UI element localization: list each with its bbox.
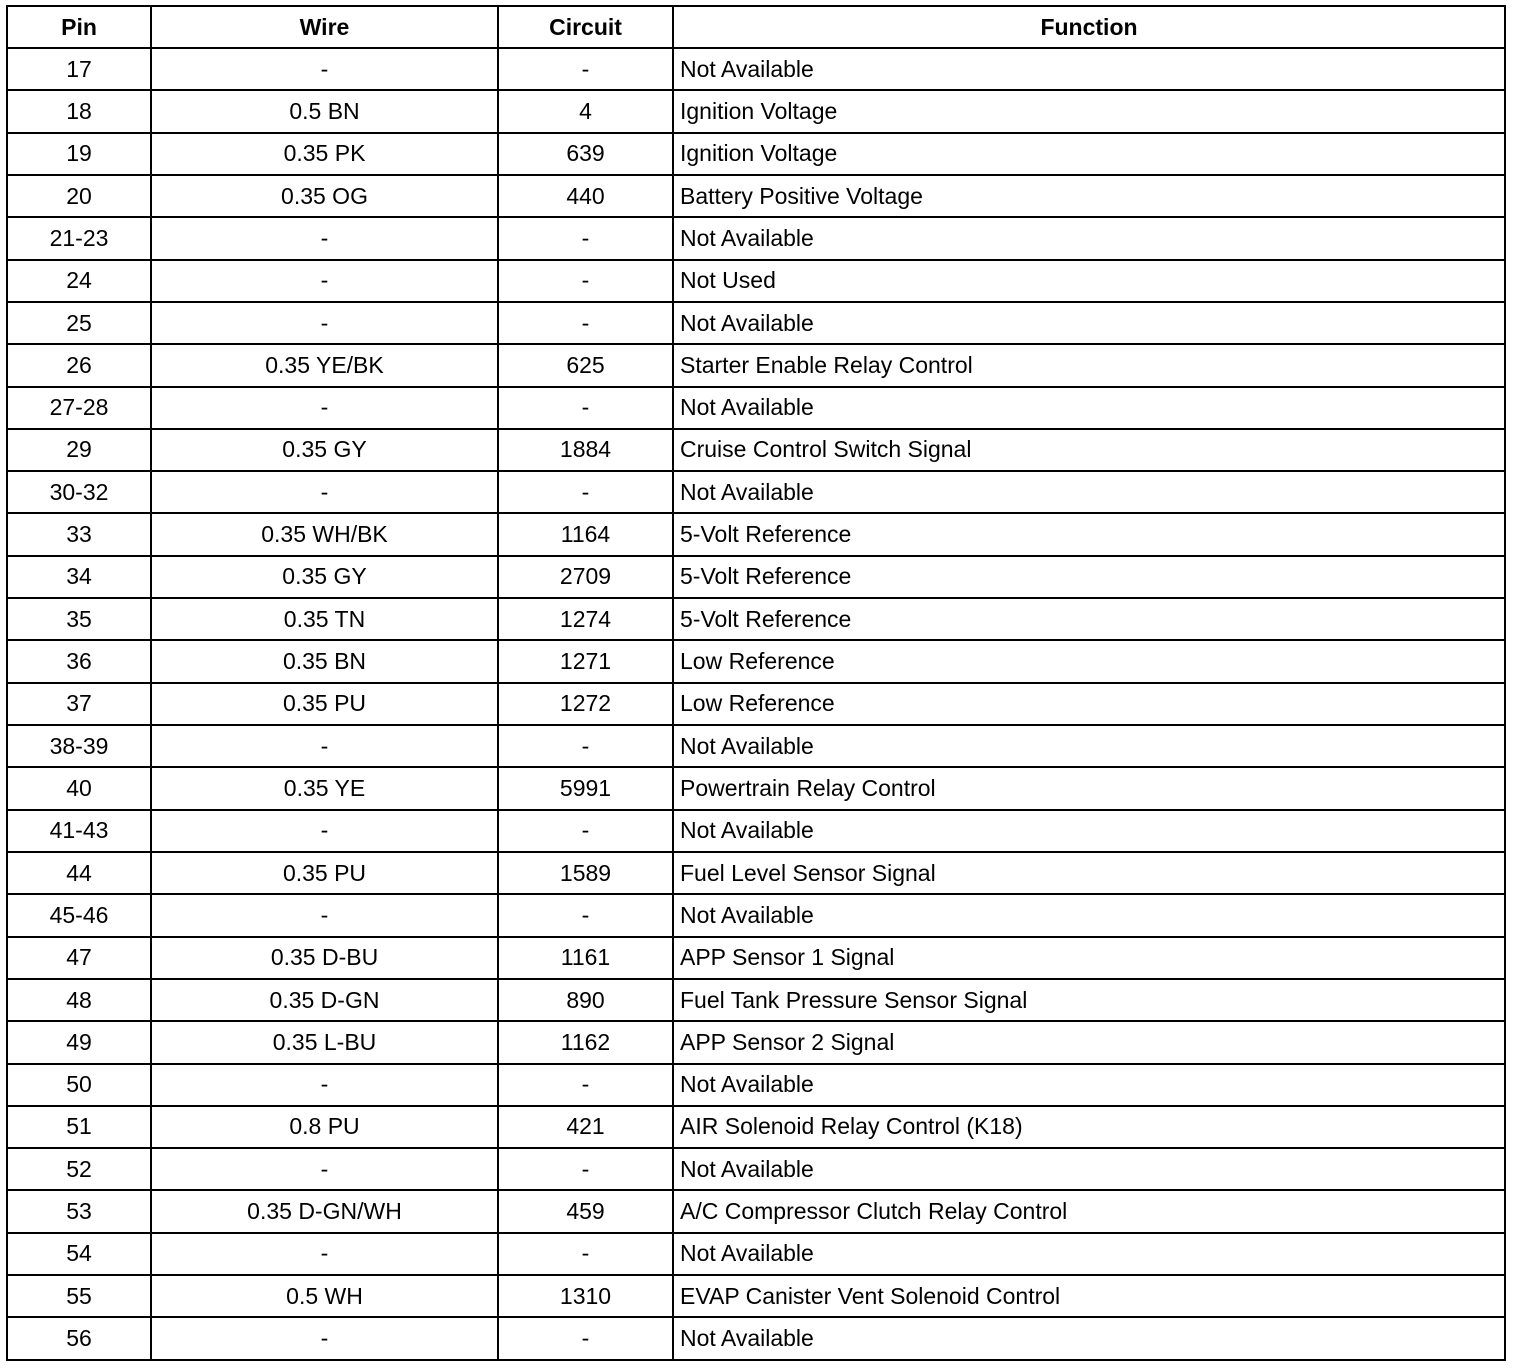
function-cell: Cruise Control Switch Signal — [673, 429, 1504, 471]
pin-cell: 29 — [8, 429, 151, 471]
function-cell: 5-Volt Reference — [673, 556, 1504, 598]
pin-cell: 38-39 — [8, 725, 151, 767]
header-function: Function — [673, 7, 1504, 48]
function-cell: Not Available — [673, 471, 1504, 513]
pin-cell: 37 — [8, 683, 151, 725]
wire-cell: 0.5 WH — [151, 1275, 498, 1317]
header-pin: Pin — [8, 7, 151, 48]
function-cell: AIR Solenoid Relay Control (K18) — [673, 1106, 1504, 1148]
wire-cell: - — [151, 1148, 498, 1190]
pin-cell: 25 — [8, 302, 151, 344]
wire-cell: - — [151, 387, 498, 429]
table-row — [8, 852, 1504, 894]
pin-cell: 24 — [8, 260, 151, 302]
circuit-cell: - — [498, 1148, 673, 1190]
circuit-cell: - — [498, 725, 673, 767]
pin-cell: 55 — [8, 1275, 151, 1317]
pin-cell: 36 — [8, 640, 151, 682]
wire-cell: 0.35 WH/BK — [151, 513, 498, 555]
table-row — [8, 1317, 1504, 1359]
pin-cell: 41-43 — [8, 810, 151, 852]
circuit-cell: 1310 — [498, 1275, 673, 1317]
circuit-cell: - — [498, 471, 673, 513]
pinout-table — [8, 7, 1504, 1359]
wire-cell: - — [151, 810, 498, 852]
circuit-cell: - — [498, 302, 673, 344]
circuit-cell: 1161 — [498, 937, 673, 979]
function-cell: APP Sensor 1 Signal — [673, 937, 1504, 979]
wire-cell: 0.35 GY — [151, 556, 498, 598]
table-row — [8, 1190, 1504, 1232]
function-cell: Not Available — [673, 387, 1504, 429]
circuit-cell: 1271 — [498, 640, 673, 682]
circuit-cell: 421 — [498, 1106, 673, 1148]
pin-cell: 40 — [8, 767, 151, 809]
circuit-cell: - — [498, 260, 673, 302]
table-row — [8, 387, 1504, 429]
circuit-cell: - — [498, 1317, 673, 1359]
table-row — [8, 556, 1504, 598]
table-row — [8, 810, 1504, 852]
function-cell: 5-Volt Reference — [673, 513, 1504, 555]
pin-cell: 33 — [8, 513, 151, 555]
table-row — [8, 1106, 1504, 1148]
circuit-cell: - — [498, 217, 673, 259]
wire-cell: - — [151, 48, 498, 90]
table-row — [8, 1021, 1504, 1063]
table-row — [8, 725, 1504, 767]
wire-cell: 0.35 OG — [151, 175, 498, 217]
wire-cell: 0.35 BN — [151, 640, 498, 682]
table-row — [8, 217, 1504, 259]
table-row — [8, 513, 1504, 555]
function-cell: Not Available — [673, 894, 1504, 936]
circuit-cell: - — [498, 1064, 673, 1106]
circuit-cell: - — [498, 387, 673, 429]
table-row — [8, 260, 1504, 302]
pin-cell: 17 — [8, 48, 151, 90]
pin-cell: 19 — [8, 133, 151, 175]
function-cell: A/C Compressor Clutch Relay Control — [673, 1190, 1504, 1232]
pinout-table-frame — [6, 5, 1506, 1361]
circuit-cell: 1589 — [498, 852, 673, 894]
function-cell: Not Used — [673, 260, 1504, 302]
wire-cell: 0.35 PU — [151, 852, 498, 894]
circuit-cell: 4 — [498, 90, 673, 132]
function-cell: Not Available — [673, 217, 1504, 259]
function-cell: Not Available — [673, 1233, 1504, 1275]
table-row — [8, 90, 1504, 132]
pin-cell: 54 — [8, 1233, 151, 1275]
circuit-cell: 1162 — [498, 1021, 673, 1063]
wire-cell: - — [151, 302, 498, 344]
table-row — [8, 598, 1504, 640]
pin-cell: 20 — [8, 175, 151, 217]
function-cell: Fuel Level Sensor Signal — [673, 852, 1504, 894]
wire-cell: 0.35 D-GN — [151, 979, 498, 1021]
function-cell: Starter Enable Relay Control — [673, 344, 1504, 386]
function-cell: Not Available — [673, 1148, 1504, 1190]
function-cell: Not Available — [673, 810, 1504, 852]
circuit-cell: 639 — [498, 133, 673, 175]
circuit-cell: 1884 — [498, 429, 673, 471]
wire-cell: 0.35 D-GN/WH — [151, 1190, 498, 1232]
function-cell: Not Available — [673, 1317, 1504, 1359]
circuit-cell: 1164 — [498, 513, 673, 555]
pin-cell: 47 — [8, 937, 151, 979]
wire-cell: 0.5 BN — [151, 90, 498, 132]
wire-cell: - — [151, 725, 498, 767]
wire-cell: 0.35 GY — [151, 429, 498, 471]
table-row — [8, 683, 1504, 725]
wire-cell: - — [151, 894, 498, 936]
function-cell: Not Available — [673, 725, 1504, 767]
pin-cell: 18 — [8, 90, 151, 132]
pin-cell: 26 — [8, 344, 151, 386]
wire-cell: - — [151, 1233, 498, 1275]
pin-cell: 35 — [8, 598, 151, 640]
pin-cell: 50 — [8, 1064, 151, 1106]
pin-cell: 44 — [8, 852, 151, 894]
table-row — [8, 471, 1504, 513]
function-cell: Fuel Tank Pressure Sensor Signal — [673, 979, 1504, 1021]
table-row — [8, 767, 1504, 809]
function-cell: APP Sensor 2 Signal — [673, 1021, 1504, 1063]
function-cell: Ignition Voltage — [673, 133, 1504, 175]
circuit-cell: - — [498, 1233, 673, 1275]
table-row — [8, 894, 1504, 936]
function-cell: Not Available — [673, 1064, 1504, 1106]
wire-cell: 0.35 PU — [151, 683, 498, 725]
table-row — [8, 344, 1504, 386]
pin-cell: 51 — [8, 1106, 151, 1148]
pin-cell: 48 — [8, 979, 151, 1021]
table-row — [8, 302, 1504, 344]
wire-cell: 0.35 PK — [151, 133, 498, 175]
table-row — [8, 1064, 1504, 1106]
circuit-cell: 890 — [498, 979, 673, 1021]
wire-cell: - — [151, 1064, 498, 1106]
wire-cell: - — [151, 217, 498, 259]
table-row — [8, 1275, 1504, 1317]
wire-cell: 0.35 D-BU — [151, 937, 498, 979]
wire-cell: 0.35 YE — [151, 767, 498, 809]
circuit-cell: 459 — [498, 1190, 673, 1232]
pin-cell: 34 — [8, 556, 151, 598]
function-cell: Ignition Voltage — [673, 90, 1504, 132]
pin-cell: 52 — [8, 1148, 151, 1190]
wire-cell: 0.35 YE/BK — [151, 344, 498, 386]
circuit-cell: 625 — [498, 344, 673, 386]
table-row — [8, 48, 1504, 90]
wire-cell: - — [151, 471, 498, 513]
pin-cell: 27-28 — [8, 387, 151, 429]
function-cell: Not Available — [673, 302, 1504, 344]
wire-cell: 0.8 PU — [151, 1106, 498, 1148]
pin-cell: 56 — [8, 1317, 151, 1359]
pin-cell: 53 — [8, 1190, 151, 1232]
table-row — [8, 133, 1504, 175]
circuit-cell: - — [498, 810, 673, 852]
pin-cell: 21-23 — [8, 217, 151, 259]
header-wire: Wire — [151, 7, 498, 48]
circuit-cell: 2709 — [498, 556, 673, 598]
header-circuit: Circuit — [498, 7, 673, 48]
table-row — [8, 1148, 1504, 1190]
function-cell: Low Reference — [673, 683, 1504, 725]
table-row — [8, 937, 1504, 979]
header-row — [8, 7, 1504, 48]
wire-cell: 0.35 TN — [151, 598, 498, 640]
function-cell: Powertrain Relay Control — [673, 767, 1504, 809]
pin-cell: 49 — [8, 1021, 151, 1063]
circuit-cell: 1274 — [498, 598, 673, 640]
function-cell: 5-Volt Reference — [673, 598, 1504, 640]
circuit-cell: - — [498, 894, 673, 936]
function-cell: Battery Positive Voltage — [673, 175, 1504, 217]
wire-cell: - — [151, 260, 498, 302]
table-row — [8, 429, 1504, 471]
table-body — [8, 48, 1504, 1359]
pin-cell: 30-32 — [8, 471, 151, 513]
function-cell: Low Reference — [673, 640, 1504, 682]
table-row — [8, 175, 1504, 217]
function-cell: EVAP Canister Vent Solenoid Control — [673, 1275, 1504, 1317]
function-cell: Not Available — [673, 48, 1504, 90]
circuit-cell: - — [498, 48, 673, 90]
pin-cell: 45-46 — [8, 894, 151, 936]
wire-cell: 0.35 L-BU — [151, 1021, 498, 1063]
table-row — [8, 979, 1504, 1021]
circuit-cell: 5991 — [498, 767, 673, 809]
wire-cell: - — [151, 1317, 498, 1359]
table-row — [8, 640, 1504, 682]
circuit-cell: 440 — [498, 175, 673, 217]
table-row — [8, 1233, 1504, 1275]
circuit-cell: 1272 — [498, 683, 673, 725]
